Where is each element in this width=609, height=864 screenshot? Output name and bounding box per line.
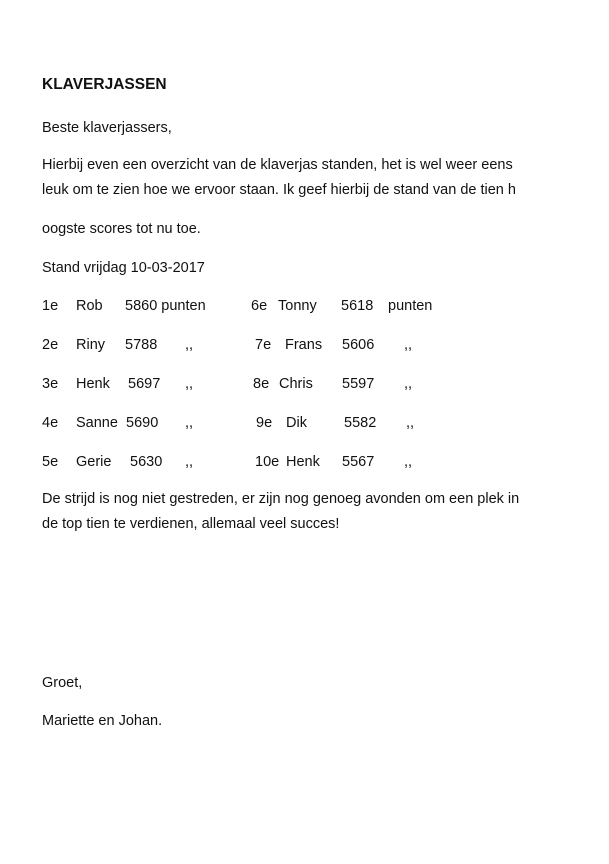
rank: 3e xyxy=(42,376,59,392)
unit: ,, xyxy=(406,415,415,431)
score: 5788 xyxy=(125,337,158,353)
unit: ,, xyxy=(404,376,413,392)
score: 5606 xyxy=(342,337,375,353)
greeting: Beste klaverjassers, xyxy=(42,120,172,136)
score: 5618 xyxy=(341,298,374,314)
rank: 7e xyxy=(255,337,272,353)
intro-line-1: Hierbij even een overzicht van de klaverjas standen, het is wel weer eens xyxy=(42,157,513,173)
standings-row xyxy=(42,297,582,315)
unit: ,, xyxy=(185,337,194,353)
signoff: Groet, xyxy=(42,675,83,691)
intro-line-2: leuk om te zien hoe we ervoor staan. Ik geef hierbij de stand van de tien h xyxy=(42,182,516,198)
standings-row xyxy=(42,453,582,471)
player-name: Tonny xyxy=(278,298,317,314)
unit: punten xyxy=(388,298,433,314)
player-name: Sanne xyxy=(76,415,118,431)
player-name: Henk xyxy=(76,376,110,392)
standings-row xyxy=(42,336,582,354)
rank: 10e xyxy=(255,454,280,470)
document-title: KLAVERJASSEN xyxy=(42,76,167,93)
signature: Mariette en Johan. xyxy=(42,713,163,729)
rank: 4e xyxy=(42,415,59,431)
rank: 8e xyxy=(253,376,270,392)
unit: ,, xyxy=(185,415,194,431)
stand-date: Stand vrijdag 10-03-2017 xyxy=(42,260,205,276)
player-name: Chris xyxy=(279,376,313,392)
standings-row xyxy=(42,375,582,393)
closing-line-2: de top tien te verdienen, allemaal veel succes! xyxy=(42,516,340,532)
score: 5860 punten xyxy=(125,298,206,314)
unit: ,, xyxy=(185,376,194,392)
player-name: Henk xyxy=(286,454,320,470)
unit: ,, xyxy=(404,454,413,470)
score: 5597 xyxy=(342,376,375,392)
rank: 9e xyxy=(256,415,273,431)
score: 5690 xyxy=(126,415,159,431)
player-name: Rob xyxy=(76,298,103,314)
score: 5567 xyxy=(342,454,375,470)
closing-line-1: De strijd is nog niet gestreden, er zijn nog genoeg avonden om een plek in xyxy=(42,491,520,507)
player-name: Riny xyxy=(76,337,106,353)
player-name: Gerie xyxy=(76,454,112,470)
player-name: Dik xyxy=(286,415,307,431)
unit: ,, xyxy=(185,454,194,470)
score: 5582 xyxy=(344,415,377,431)
rank: 2e xyxy=(42,337,59,353)
score: 5697 xyxy=(128,376,161,392)
rank: 6e xyxy=(251,298,268,314)
player-name: Frans xyxy=(285,337,323,353)
unit: ,, xyxy=(404,337,413,353)
standings-row xyxy=(42,414,582,432)
rank: 1e xyxy=(42,298,59,314)
score: 5630 xyxy=(130,454,163,470)
rank: 5e xyxy=(42,454,59,470)
intro-line-3: oogste scores tot nu toe. xyxy=(42,221,201,237)
